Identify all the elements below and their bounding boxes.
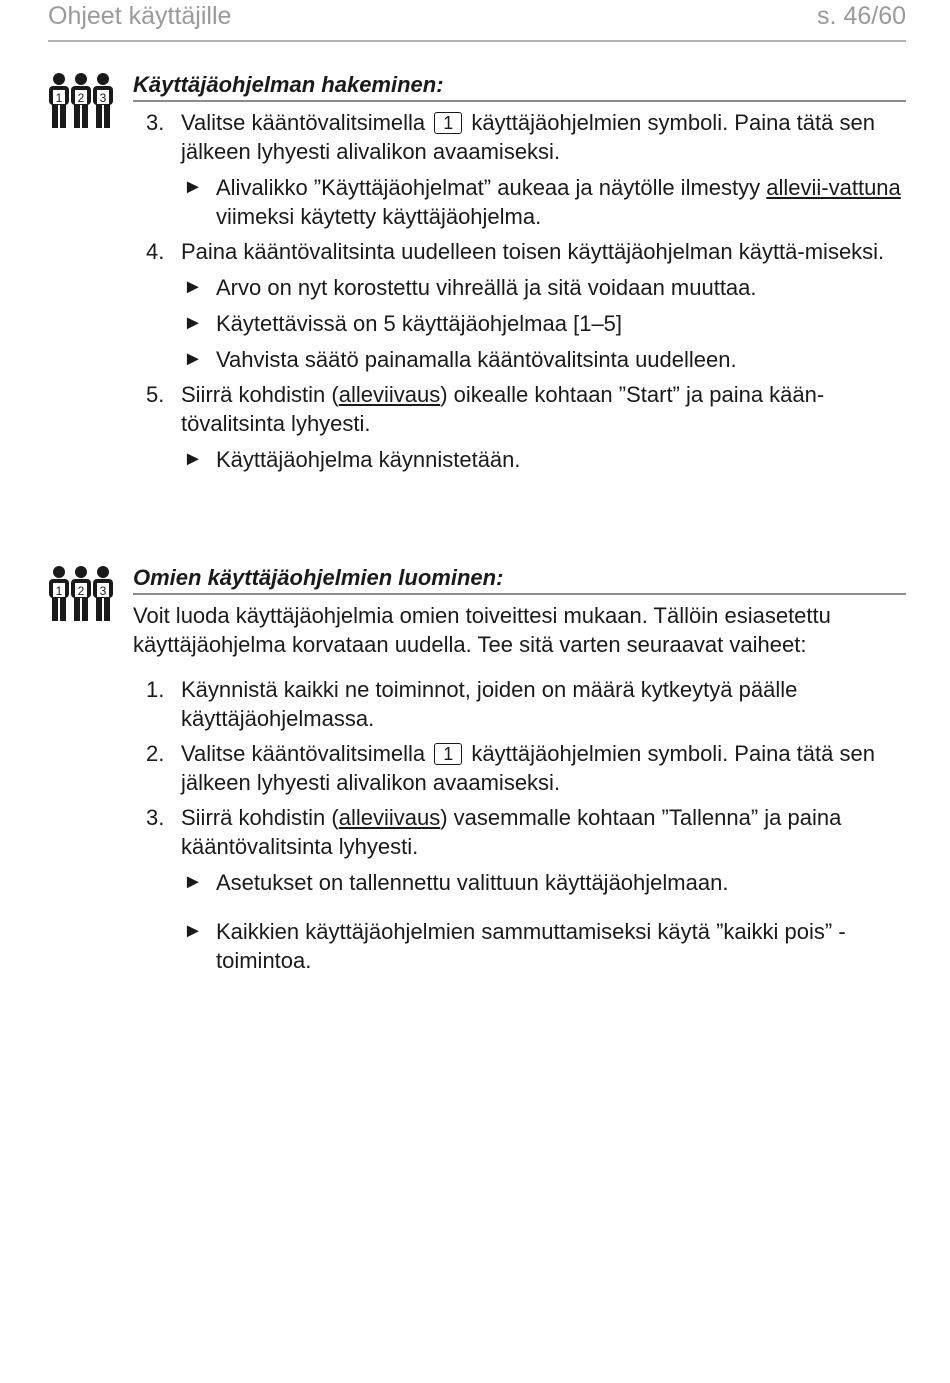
step-text: Valitse kääntövalitsimella [181, 110, 426, 135]
icon-number-1: 1 [55, 584, 63, 598]
icon-number-3: 3 [99, 584, 107, 598]
underlined-term: alleviivaus [338, 382, 441, 407]
section-body [133, 563, 906, 975]
arrow-icon: ► [183, 348, 203, 370]
step-number: 3. [146, 805, 165, 830]
result-item: ► Vahvista säätö painamalla kääntövalitsinta uudelleen. [183, 347, 737, 372]
section-body [133, 70, 906, 474]
dial-key-box: 1 [434, 743, 462, 765]
result-item: ► Käytettävissä on 5 käyttäjäohjelmaa [1–5] [183, 311, 623, 336]
result-item: ► Alivalikko ”Käyttäjäohjelmat” aukeaa ja näytölle ilmestyy allevii-vattuna viimeksi käytetty käyttäjäohjelma. [183, 175, 901, 229]
arrow-icon: ► [183, 920, 203, 942]
result-list [181, 868, 906, 975]
step-text: Paina kääntövalitsinta uudelleen toisen käyttäjäohjelman käyttä-miseksi. [181, 239, 885, 264]
step-1 [133, 675, 906, 733]
arrow-icon: ► [183, 312, 203, 334]
step-number: 2. [146, 741, 165, 766]
icon-number-3: 3 [99, 91, 107, 105]
page-header [48, 0, 906, 42]
arrow-icon: ► [183, 448, 203, 470]
step-number: 3. [146, 110, 165, 135]
result-list [181, 273, 906, 374]
steps-list [133, 675, 906, 975]
arrow-icon: ► [183, 176, 203, 198]
document-title: Ohjeet käyttäjille [48, 2, 232, 30]
step-number: 4. [146, 239, 165, 264]
user-programs-icon [48, 72, 114, 128]
user-programs-icon [48, 565, 114, 621]
dial-key-box: 1 [434, 112, 462, 134]
result-item: ► Kaikkien käyttäjäohjelmien sammuttamiseksi käytä ”kaikki pois” -toimintoa. [183, 919, 846, 973]
icon-number-2: 2 [77, 91, 85, 105]
intro-paragraph: Voit luoda käyttäjäohjelmia omien toiveittesi mukaan. Tällöin esiasetettu käyttäjäohjelma korvataan uudella. Tee sitä varten seuraavat vaiheet: [133, 603, 831, 657]
underlined-term: allevii-vattuna [766, 175, 901, 200]
step-text: Käynnistä kaikki ne toiminnot, joiden on määrä kytkeytyä päälle käyttäjäohjelmassa. [181, 677, 798, 731]
section-heading: Käyttäjäohjelman hakeminen: [133, 70, 906, 102]
result-list [181, 445, 906, 474]
result-item: ► Arvo on nyt korostettu vihreällä ja sitä voidaan muuttaa. [183, 275, 757, 300]
icon-number-2: 2 [77, 584, 85, 598]
step-5: 5. Siirrä kohdistin (alleviivaus) oikealle kohtaan ”Start” ja paina kään-tövalitsinta lyhyesti. ► Käyttäjäohjelma käynnistetään. [133, 380, 906, 474]
result-item: ► Käyttäjäohjelma käynnistetään. [183, 447, 521, 472]
step-text: käyttäjäohjelmien symboli. Paina tätä sen jälkeen lyhyesti alivalikon avaamiseksi. [181, 110, 875, 164]
step-2: 2. Valitse kääntövalitsimella 1 käyttäjäohjelmien symboli. Paina tätä sen jälkeen lyhyesti alivalikon avaamiseksi. [146, 741, 875, 795]
result-list [181, 173, 906, 231]
arrow-icon: ► [183, 276, 203, 298]
step-4 [133, 237, 906, 374]
arrow-icon: ► [183, 871, 203, 893]
step-number: 1. [146, 677, 165, 702]
icon-number-1: 1 [55, 91, 63, 105]
underlined-term: alleviivaus [338, 805, 441, 830]
step-3: 3. Siirrä kohdistin (alleviivaus) vasemmalle kohtaan ”Tallenna” ja paina kääntövalitsinta lyhyesti. ► Asetukset on tallennettu valittuun käyttäjäohjelmaan. ► Kaikkien käyttäjäohjelmien sammuttamiseksi käytä ”kaikki pois” -toimintoa. [133, 803, 906, 975]
steps-list [133, 108, 906, 474]
step-3 [133, 108, 906, 231]
result-item: ► Asetukset on tallennettu valittuun käyttäjäohjelmaan. [183, 870, 729, 895]
page-number: s. 46/60 [817, 2, 906, 30]
section-heading: Omien käyttäjäohjelmien luominen: [133, 563, 906, 595]
step-number: 5. [146, 382, 165, 407]
